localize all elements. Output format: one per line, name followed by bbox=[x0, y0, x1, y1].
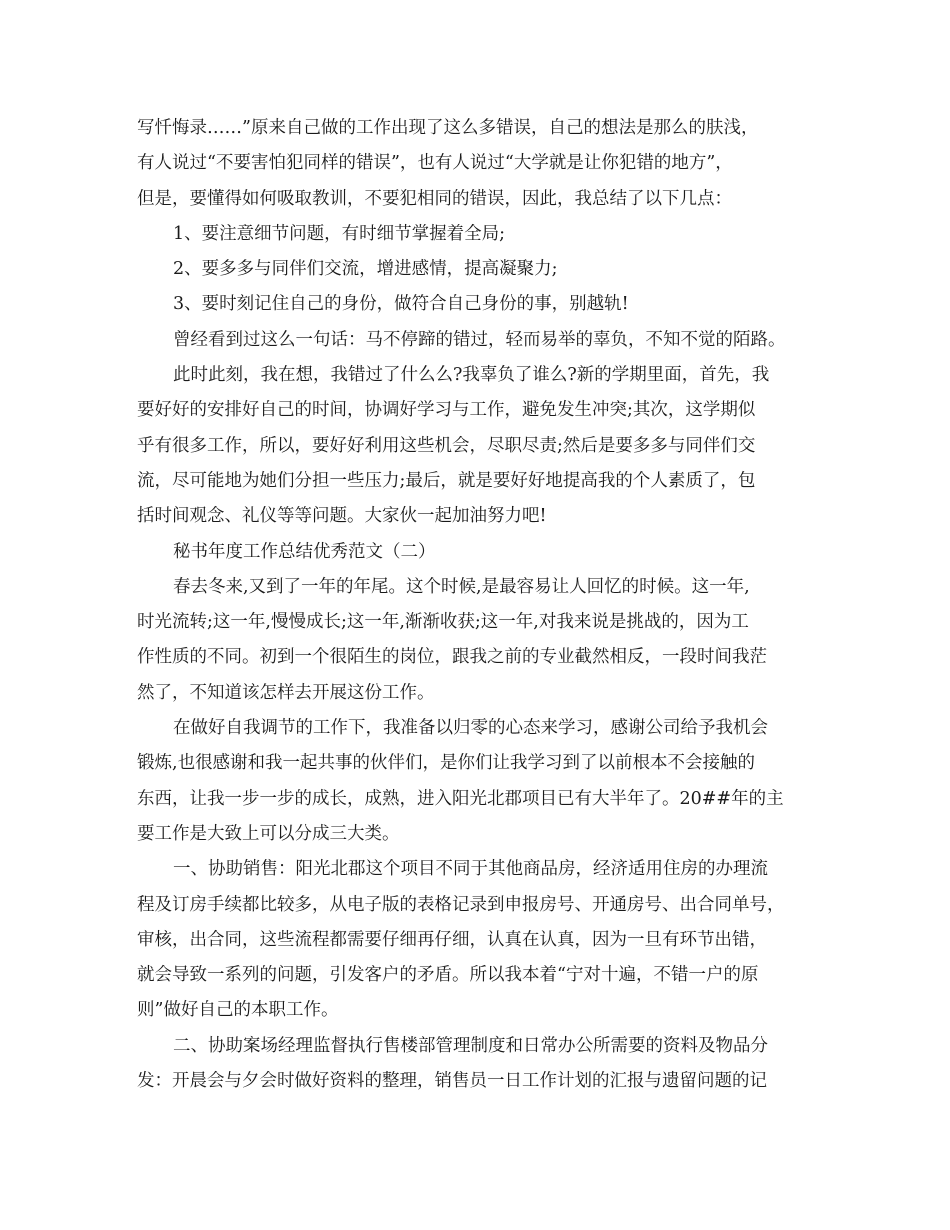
text-line: 括时间观念、礼仪等等问题。大家伙一起加油努力吧! bbox=[137, 506, 547, 527]
text-line: 此时此刻，我在想，我错过了什么么?我辜负了谁么?新的学期里面，首先，我 bbox=[173, 365, 770, 386]
text-line: 东西，让我一步一步的成长，成熟，进入阳光北郡项目已有大半年了。20##年的主 bbox=[137, 788, 784, 809]
text-line: 二、协助案场经理监督执行售楼部管理制度和日常办公所需要的资料及物品分 bbox=[173, 1035, 768, 1056]
text-line: 2、要多多与同伴们交流，增进感情，提高凝聚力; bbox=[173, 259, 558, 280]
text-line: 作性质的不同。初到一个很陌生的岗位，跟我之前的专业截然相反，一段时间我茫 bbox=[137, 647, 767, 668]
text-line: 但是，要懂得如何吸取教训，不要犯相同的错误，因此，我总结了以下几点： bbox=[137, 188, 732, 209]
text-line: 3、要时刻记住自己的身份，做符合自己身份的事，别越轨! bbox=[173, 294, 629, 315]
text-line: 有人说过“不要害怕犯同样的错误”，也有人说过“大学就是让你犯错的地方”， bbox=[137, 153, 733, 174]
text-line: 秘书年度工作总结优秀范文（二） bbox=[173, 541, 436, 562]
text-line: 写忏悔录……”原来自己做的工作出现了这么多错误，自己的想法是那么的肤浅， bbox=[137, 118, 759, 138]
document-body bbox=[137, 111, 827, 1099]
text-line: 1、要注意细节问题，有时细节掌握着全局; bbox=[173, 223, 506, 244]
text-line: 曾经看到过这么一句话：马不停蹄的错过，轻而易举的辜负，不知不觉的陌路。 bbox=[173, 329, 786, 350]
text-line: 锻炼,也很感谢和我一起共事的伙伴们，是你们让我学习到了以前根本不会接触的 bbox=[137, 753, 756, 774]
text-line: 时光流转;这一年,慢慢成长;这一年,渐渐收获;这一年,对我来说是挑战的，因为工 bbox=[137, 612, 749, 633]
text-line: 程及订房手续都比较多，从电子版的表格记录到申报房号、开通房号、出合同单号， bbox=[137, 894, 785, 915]
text-line: 审核，出合同，这些流程都需要仔细再仔细，认真在认真，因为一旦有环节出错， bbox=[137, 929, 767, 950]
text-line: 要好好的安排好自己的时间，协调好学习与工作，避免发生冲突;其次，这学期似 bbox=[137, 400, 756, 421]
text-line: 则”做好自己的本职工作。 bbox=[137, 1000, 339, 1021]
text-line: 发：开晨会与夕会时做好资料的整理，销售员一日工作计划的汇报与遗留问题的记 bbox=[137, 1071, 767, 1092]
text-line: 要工作是大致上可以分成三大类。 bbox=[137, 823, 400, 844]
text-line: 然了，不知道该怎样去开展这份工作。 bbox=[137, 682, 435, 703]
text-line: 在做好自我调节的工作下，我准备以归零的心态来学习，感谢公司给予我机会 bbox=[173, 718, 768, 739]
text-line: 春去冬来,又到了一年的年尾。这个时候,是最容易让人回忆的时候。这一年, bbox=[173, 576, 750, 597]
text-line: 就会导致一系列的问题，引发客户的矛盾。所以我本着“宁对十遍，不错一户的原 bbox=[137, 965, 759, 986]
text-line: 乎有很多工作，所以，要好好利用这些机会，尽职尽责;然后是要多多与同伴们交 bbox=[137, 435, 756, 456]
text-line: 一、协助销售：阳光北郡这个项目不同于其他商品房，经济适用住房的办理流 bbox=[173, 859, 768, 880]
text-line: 流，尽可能地为她们分担一些压力;最后，就是要好好地提高我的个人素质了，包 bbox=[137, 470, 756, 491]
